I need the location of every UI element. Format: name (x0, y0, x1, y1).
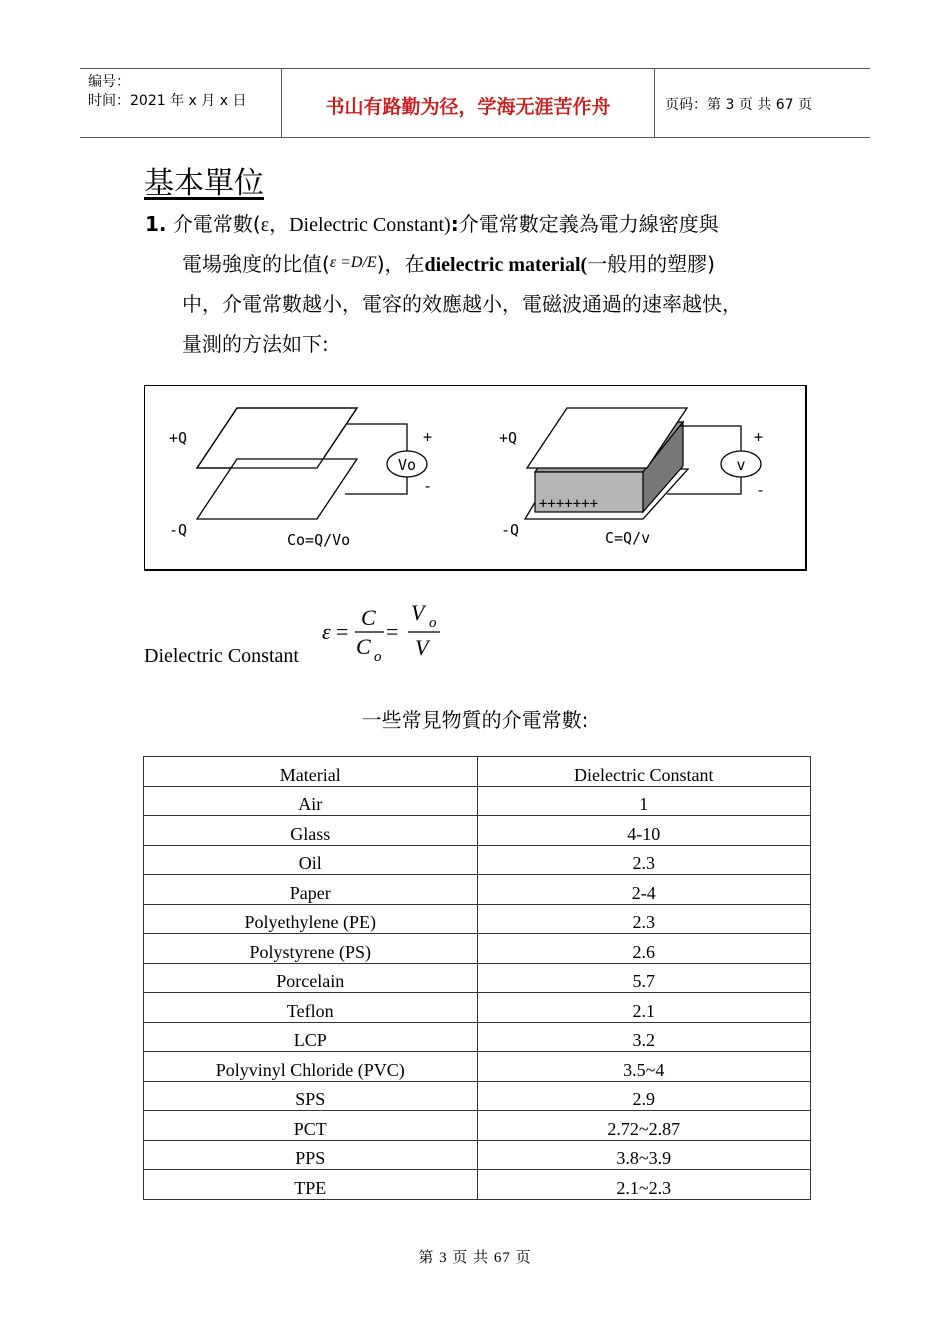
equals-sign: = (386, 619, 399, 644)
paragraph-line-4: 量測的方法如下: (182, 332, 329, 356)
dielectric-table (143, 756, 811, 1200)
table-row (144, 1170, 811, 1200)
constant-cell: 3.8~3.9 (477, 1140, 811, 1170)
numerator-v: V (411, 600, 425, 625)
header-meta (88, 73, 246, 111)
material-cell: LCP (144, 1022, 478, 1052)
material-cell: PCT (144, 1111, 478, 1141)
table-row (144, 1022, 811, 1052)
top-wire (347, 424, 407, 451)
epsilon-symbol: ε (260, 214, 270, 236)
text: ， (269, 212, 290, 236)
charge-label-top: +Q (499, 429, 518, 447)
header-motto: 书山有路勤为径，学海无涯苦作舟 (325, 96, 611, 118)
formula-label: Dielectric Constant (144, 645, 299, 667)
term-english: Dielectric Constant) (289, 214, 451, 236)
constant-cell: 2.3 (477, 904, 811, 934)
material-cell: Polyethylene (PE) (144, 904, 478, 934)
paragraph-line-1 (145, 208, 719, 237)
equals-sign: = (336, 619, 349, 644)
constant-cell: 3.2 (477, 1022, 811, 1052)
air-capacitor (169, 408, 432, 549)
text: )，在 (376, 252, 425, 276)
page-footer: 第 3 页 共 67 页 (418, 1250, 532, 1266)
table-row (144, 816, 811, 846)
table-row (144, 1111, 811, 1141)
table-row (144, 993, 811, 1023)
subscript-o: o (429, 615, 437, 631)
table-row (144, 845, 811, 875)
section-number: 1. (145, 212, 167, 236)
caption: C=Q/v (605, 529, 651, 547)
minus-terminal: - (756, 481, 766, 499)
capacitor-diagram (144, 385, 807, 571)
table-header-cell: Dielectric Constant (477, 757, 811, 787)
table-row (144, 963, 811, 993)
colon: : (450, 212, 459, 236)
material-cell: TPE (144, 1170, 478, 1200)
material-cell: Glass (144, 816, 478, 846)
material-cell: Oil (144, 845, 478, 875)
table-header-row (144, 757, 811, 787)
inline-formula: ε =D/E (329, 254, 377, 271)
top-wire (679, 426, 741, 451)
dielectric-capacitor (499, 408, 765, 547)
constant-cell: 2.1~2.3 (477, 1170, 811, 1200)
material-cell: Teflon (144, 993, 478, 1023)
table-row (144, 786, 811, 816)
material-cell: Porcelain (144, 963, 478, 993)
page-title: 基本單位 (144, 166, 264, 201)
header-divider (654, 69, 655, 137)
table-row (144, 875, 811, 905)
meter-label: v (736, 456, 746, 474)
table-row (144, 934, 811, 964)
meter-label: Vo (397, 456, 417, 474)
constant-cell: 2.3 (477, 845, 811, 875)
constant-cell: 1 (477, 786, 811, 816)
plus-terminal: + (423, 428, 433, 446)
text: 介電常數定義為電力線密度與 (458, 212, 719, 236)
material-cell: Polystyrene (PS) (144, 934, 478, 964)
constant-cell: 2.9 (477, 1081, 811, 1111)
table-row (144, 1052, 811, 1082)
material-cell: SPS (144, 1081, 478, 1111)
minus-terminal: - (423, 477, 433, 495)
table-header-cell: Material (144, 757, 478, 787)
bottom-wire (345, 477, 407, 494)
table-row (144, 904, 811, 934)
material-cell: PPS (144, 1140, 478, 1170)
charge-label-bottom: -Q (501, 521, 520, 539)
charge-label-top: +Q (169, 429, 188, 447)
denominator-v: V (415, 635, 429, 660)
text: 一般用的塑膠) (587, 252, 715, 276)
material-cell: Air (144, 786, 478, 816)
constant-cell: 2.1 (477, 993, 811, 1023)
material-cell: Paper (144, 875, 478, 905)
numerator-c: C (361, 605, 376, 630)
constant-cell: 2-4 (477, 875, 811, 905)
text: 電場強度的比值( (182, 252, 330, 276)
subscript-o: o (374, 649, 382, 665)
constant-cell: 3.5~4 (477, 1052, 811, 1082)
doc-date: 时间：2021 年 x 月 x 日 (88, 93, 247, 109)
dielectric-formula (318, 598, 458, 672)
constant-cell: 5.7 (477, 963, 811, 993)
constant-cell: 2.72~2.87 (477, 1111, 811, 1141)
text: 介電常數( (172, 212, 261, 236)
doc-code-label: 编号： (88, 74, 130, 90)
charge-label-bottom: -Q (169, 521, 188, 539)
epsilon-symbol: ε (322, 619, 331, 644)
paragraph-line-2 (182, 248, 715, 277)
plus-terminal: + (754, 428, 764, 446)
caption: Co=Q/Vo (287, 531, 351, 549)
header-page-info: 页码：第 3 页 共 67 页 (665, 97, 812, 113)
paragraph-line-3: 中，介電常數越小，電容的效應越小，電磁波通過的速率越快， (182, 292, 742, 316)
table-row (144, 1140, 811, 1170)
constant-cell: 2.6 (477, 934, 811, 964)
page-header (80, 68, 870, 138)
term-english: dielectric material( (424, 254, 588, 276)
table-title: 一些常見物質的介電常數: (361, 708, 589, 732)
induced-charges: +++++++ (539, 496, 599, 512)
table-row (144, 1081, 811, 1111)
denominator-c: C (356, 634, 371, 659)
material-cell: Polyvinyl Chloride (PVC) (144, 1052, 478, 1082)
constant-cell: 4-10 (477, 816, 811, 846)
